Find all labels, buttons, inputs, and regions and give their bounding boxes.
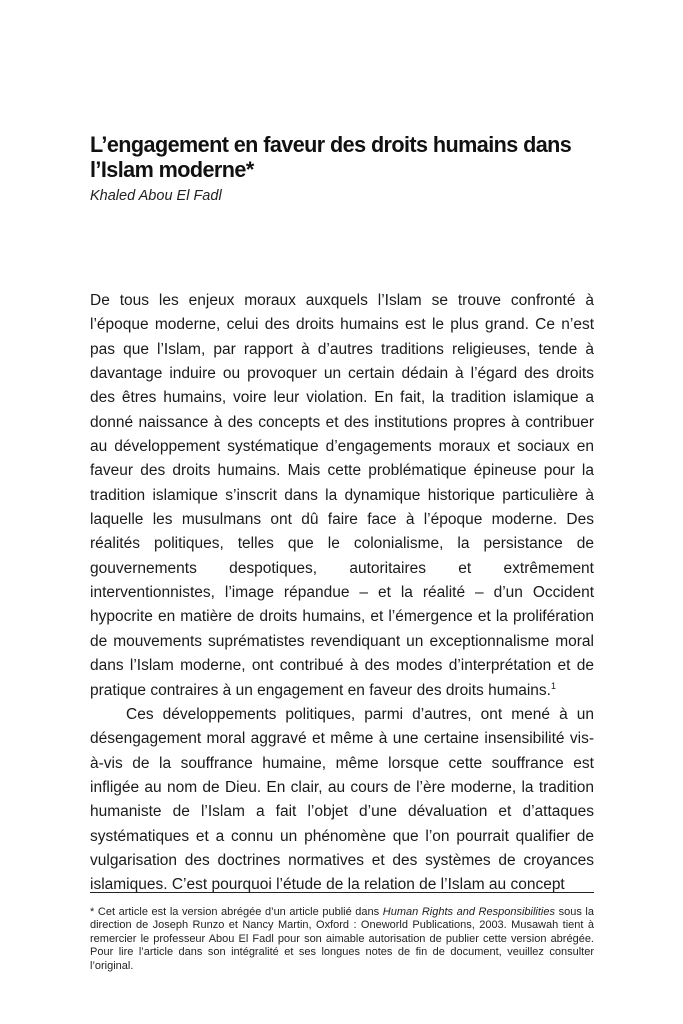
body-paragraph-2: Ces développements politiques, parmi d’autres, ont mené à un désengagement moral aggravé et même à une certaine insensibilité vis-à-vis de la souffrance humaine, même lorsque cette souffrance est infligée au nom de Dieu. En clair, au cours de l’ère moderne, la tradition humaniste de l’Islam a fait l’objet d’une dévaluation et d’attaques systématiques et a connu un phénomène que l’on pourrait qualifier de vulgarisation des doctrines normatives et des systèmes de croyances islamiques. C’est pourquoi l’étude de la relation de l’Islam au concept <box>90 705 594 894</box>
footnote-text-after: sous la direction de Joseph Runzo et Nancy Martin, Oxford : Oneworld Publications, 2003. Musawah tient à remercier le professeur Abou El Fadl pour son aimable autorisation de publier cette version abrégée. Pour lire l’article dans son intégralité et ses longues notes de fin de document, veuillez consulter l’original. <box>90 906 594 972</box>
body-paragraph-1-text: De tous les enjeux moraux auxquels l’Islam se trouve confronté à l’époque moderne, celui des droits humains est le plus grand. Ce n’est pas que l’Islam, par rapport à d’autres traditions religieuses, tende à davantage induire ou provoquer un certain dédain à l’égard des droits des êtres humains, voire leur violation. En fait, la tradition islamique a donné naissance à des concepts et des institutions propres à contribuer au développement systématique d’engagements moraux et sociaux en faveur des droits humains. Mais cette problématique épineuse pour la tradition islamique s’inscrit dans la dynamique historique particulière à laquelle les musulmans ont dû faire face à l’époque moderne. Des réalités politiques, telles que le colonialisme, la persistance de gouvernements despotiques, autoritaires et extrêmement interventionnistes, l’image répandue – et la réalité – d’un Occident hypocrite en matière de droits humains, et l’émergence et la prolifération de mouvements suprématistes revendiquant un exceptionnalisme moral dans l’Islam moderne, ont contribué à des modes d’interprétation et de pratique contraires à un engagement en faveur des droits humains. <box>90 292 594 699</box>
article-author: Khaled Abou El Fadl <box>90 188 222 204</box>
footnote-text-before: * Cet article est la version abrégée d’un article publié dans <box>90 906 383 918</box>
article-title: L’engagement en faveur des droits humains dans l’Islam moderne* <box>90 132 572 182</box>
article-body <box>90 289 594 898</box>
body-paragraph-1 <box>90 289 594 703</box>
footnote-reference: 1 <box>550 680 556 691</box>
footnote-book-title: Human Rights and Responsibilities <box>382 906 555 918</box>
footnote-separator <box>90 892 594 893</box>
footnote <box>90 906 594 973</box>
